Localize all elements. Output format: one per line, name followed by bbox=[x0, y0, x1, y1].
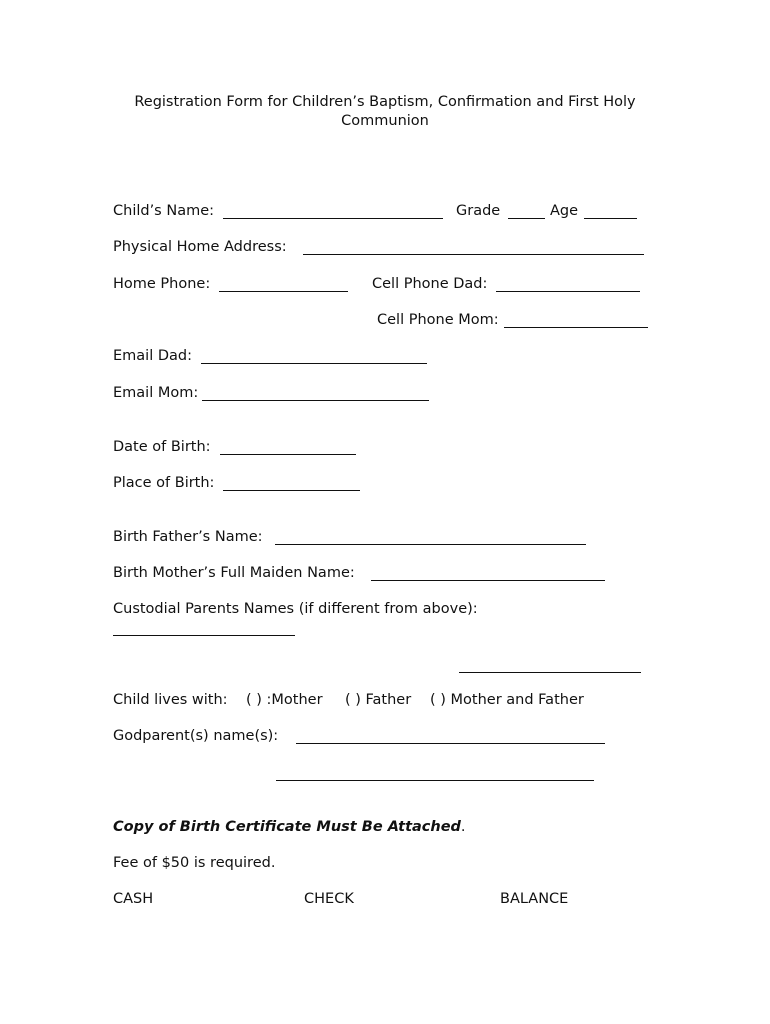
custodial-field-1[interactable] bbox=[113, 635, 295, 636]
address-field[interactable] bbox=[303, 254, 644, 255]
lives-with-label: Child lives with: bbox=[113, 692, 228, 708]
age-field[interactable] bbox=[584, 218, 637, 219]
payment-balance: BALANCE bbox=[500, 891, 569, 907]
cell-mom-field[interactable] bbox=[504, 327, 648, 328]
godparents-label: Godparent(s) name(s): bbox=[113, 728, 279, 744]
birth-certificate-notice bbox=[113, 818, 466, 836]
form-title: Registration Form for Children’s Baptism, Confirmation and First Holy Communion bbox=[134, 94, 636, 129]
email-mom-label: Email Mom: bbox=[113, 385, 199, 401]
dob-label: Date of Birth: bbox=[113, 439, 211, 455]
child-name-field[interactable] bbox=[223, 218, 443, 219]
fee-notice: Fee of $50 is required. bbox=[113, 855, 276, 871]
address-label: Physical Home Address: bbox=[113, 239, 287, 255]
grade-field[interactable] bbox=[508, 218, 545, 219]
godparents-field-1[interactable] bbox=[296, 743, 605, 744]
age-label: Age bbox=[550, 203, 579, 219]
pob-field[interactable] bbox=[223, 490, 360, 491]
option-mother-and-father[interactable]: ( ) Mother and Father bbox=[430, 692, 584, 708]
email-mom-field[interactable] bbox=[202, 400, 429, 401]
payment-check: CHECK bbox=[304, 891, 354, 907]
email-dad-label: Email Dad: bbox=[113, 348, 192, 364]
pob-label: Place of Birth: bbox=[113, 475, 215, 491]
dob-field[interactable] bbox=[220, 454, 356, 455]
child-name-label: Child’s Name: bbox=[113, 203, 215, 219]
payment-cash: CASH bbox=[113, 891, 154, 907]
home-phone-label: Home Phone: bbox=[113, 276, 211, 292]
grade-label: Grade bbox=[456, 203, 501, 219]
godparents-field-2[interactable] bbox=[276, 780, 594, 781]
father-field[interactable] bbox=[275, 544, 586, 545]
email-dad-field[interactable] bbox=[201, 363, 427, 364]
father-label: Birth Father’s Name: bbox=[113, 529, 263, 545]
cell-mom-label: Cell Phone Mom: bbox=[377, 312, 499, 328]
custodial-field-2[interactable] bbox=[459, 672, 641, 673]
cell-dad-label: Cell Phone Dad: bbox=[372, 276, 488, 292]
mother-label: Birth Mother’s Full Maiden Name: bbox=[113, 565, 355, 581]
birth-certificate-period: . bbox=[460, 819, 466, 835]
cell-dad-field[interactable] bbox=[496, 291, 640, 292]
home-phone-field[interactable] bbox=[219, 291, 348, 292]
birth-certificate-text: Copy of Birth Certificate Must Be Attached bbox=[113, 819, 461, 835]
option-father[interactable]: ( ) Father bbox=[345, 692, 412, 708]
option-mother[interactable]: ( ) :Mother bbox=[246, 692, 323, 708]
custodial-label: Custodial Parents Names (if different from above): bbox=[113, 601, 478, 617]
mother-field[interactable] bbox=[371, 580, 605, 581]
